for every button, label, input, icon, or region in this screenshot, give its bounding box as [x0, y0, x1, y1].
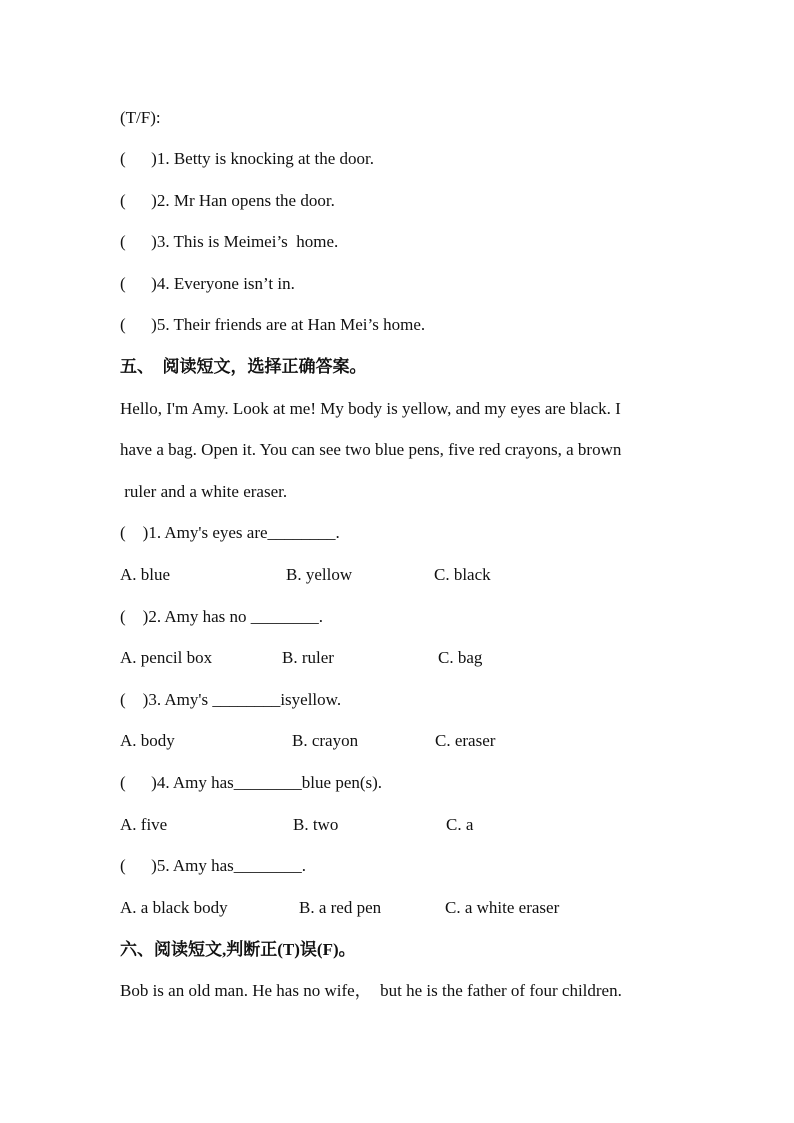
tf-item-4: ( )4. Everyone isn’t in.	[120, 274, 295, 293]
question-5-option-b: B. a red pen	[299, 898, 382, 917]
question-5-option-c: C. a white eraser	[445, 898, 560, 917]
question-2: ( )2. Amy has no ________.	[120, 607, 324, 626]
section6-passage: Bob is an old man. He has no wife， but he is the father of four children.	[120, 981, 622, 1000]
question-5-option-a: A. a black body	[120, 898, 228, 917]
question-1-option-b: B. yellow	[286, 565, 353, 584]
question-4-option-a: A. five	[120, 815, 168, 834]
tf-item-2: ( )2. Mr Han opens the door.	[120, 191, 335, 210]
passage-line-1: Hello, I'm Amy. Look at me! My body is yellow, and my eyes are black. I	[120, 399, 621, 418]
section6-heading: 六、阅读短文,判断正(T)误(F)。	[120, 940, 356, 959]
question-3: ( )3. Amy's ________isyellow.	[120, 690, 342, 709]
tf-item-5: ( )5. Their friends are at Han Mei’s home.	[120, 315, 426, 334]
question-2-option-c: C. bag	[438, 648, 483, 667]
tf-instruction: (T/F):	[120, 108, 161, 127]
question-2-option-a: A. pencil box	[120, 648, 213, 667]
question-3-option-c: C. eraser	[435, 731, 496, 750]
question-5: ( )5. Amy has________.	[120, 856, 307, 875]
question-1-option-a: A. blue	[120, 565, 171, 584]
passage-line-3: ruler and a white eraser.	[120, 482, 288, 501]
question-4: ( )4. Amy has________blue pen(s).	[120, 773, 383, 792]
question-3-option-a: A. body	[120, 731, 175, 750]
question-4-option-c: C. a	[446, 815, 474, 834]
tf-item-3: ( )3. This is Meimei’s home.	[120, 232, 339, 251]
tf-item-1: ( )1. Betty is knocking at the door.	[120, 149, 375, 168]
question-3-option-b: B. crayon	[292, 731, 359, 750]
question-1: ( )1. Amy's eyes are________.	[120, 523, 340, 542]
passage-line-2: have a bag. Open it. You can see two blue pens, five red crayons, a brown	[120, 440, 622, 459]
question-1-option-c: C. black	[434, 565, 491, 584]
question-2-option-b: B. ruler	[282, 648, 334, 667]
section5-heading: 五、 阅读短文，选择正确答案。	[120, 357, 367, 376]
question-4-option-b: B. two	[293, 815, 339, 834]
